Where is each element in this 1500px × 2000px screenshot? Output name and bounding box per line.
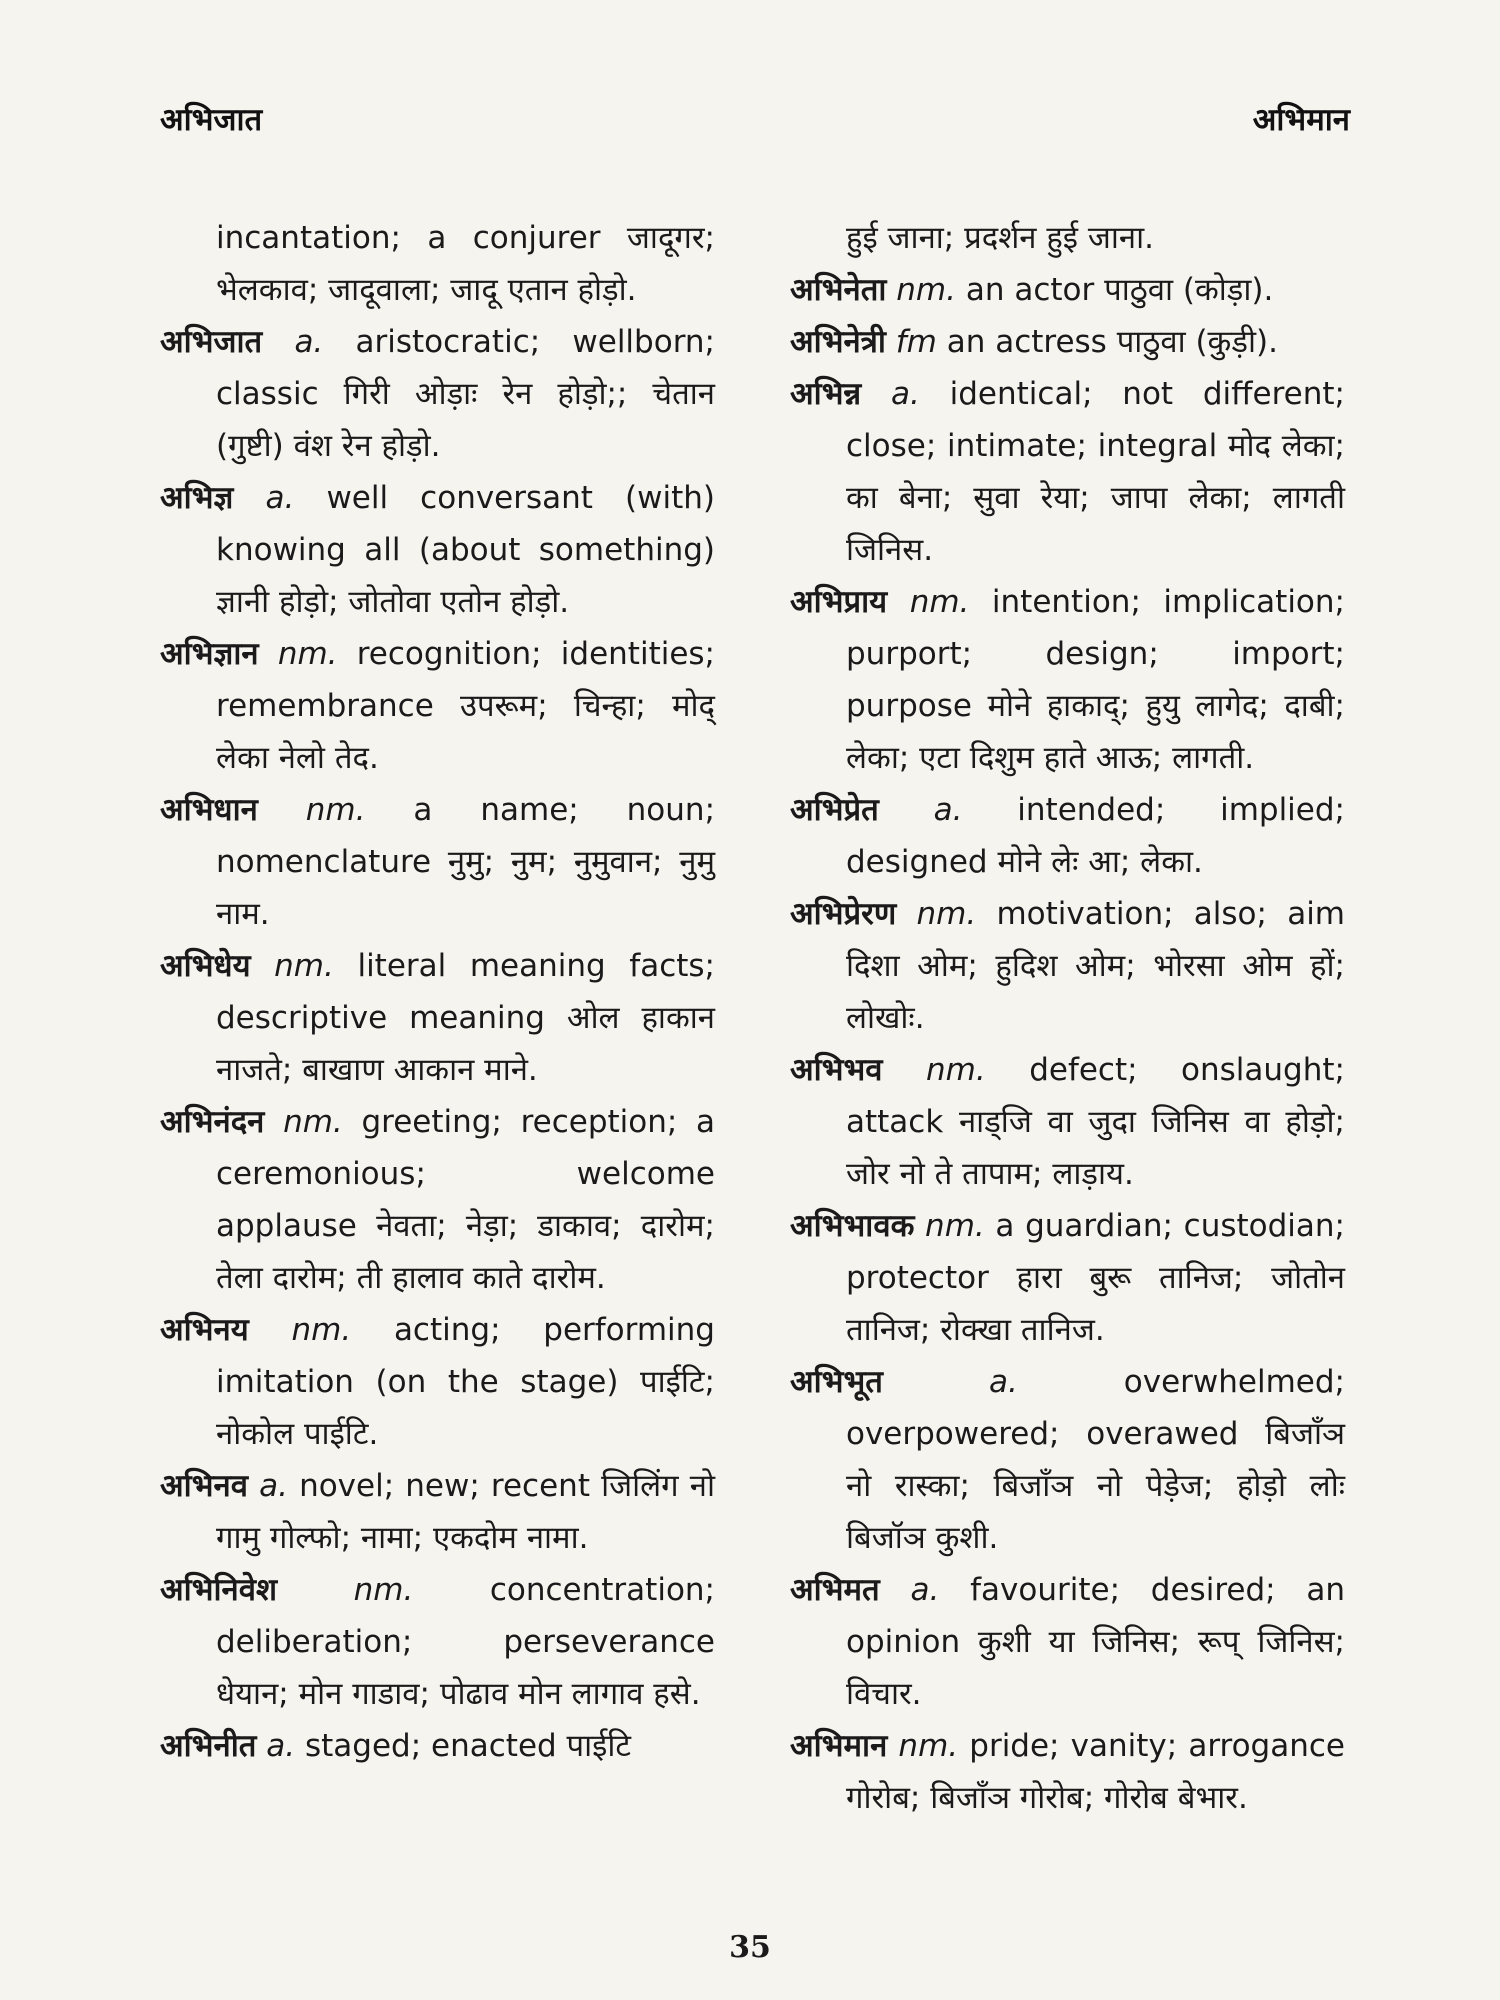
entry-headword: अभिनंदन [160, 1104, 265, 1140]
entry-part-of-speech: a. [266, 1728, 296, 1764]
dictionary-entry [790, 888, 1345, 1044]
entry-headword: अभिनय [160, 1312, 249, 1348]
entry-part-of-speech: a. [294, 324, 324, 360]
entry-definition: concentration; deliberation; perseverance धेयान; मोन गाडाव; पोढाव मोन लागाव हसे. [216, 1572, 716, 1712]
entry-part-of-speech: nm. [925, 1208, 985, 1244]
entry-part-of-speech: nm. [909, 584, 970, 620]
entry-part-of-speech: a. [933, 792, 963, 828]
dictionary-entry [790, 1044, 1345, 1200]
dictionary-entry [160, 1096, 715, 1304]
entry-definition: overwhelmed; overpowered; overawed बिजाँञ नो रास्का; बिजाँञ नो पेड़ेज; होड़ो लोः बिजॉञ कुशी. [846, 1364, 1346, 1556]
running-head-right: अभिमान [1252, 102, 1350, 138]
entry-headword: अभिज्ञान [160, 636, 259, 672]
dictionary-entry [160, 628, 715, 784]
entry-headword: अभिभावक [790, 1208, 915, 1244]
entry-headword: अभिनेत्री [790, 324, 886, 360]
dictionary-entry [790, 784, 1345, 888]
entry-part-of-speech: a. [910, 1572, 940, 1608]
entry-part-of-speech: nm. [916, 896, 977, 932]
entry-headword: अभिप्रेत [790, 792, 879, 828]
entry-definition: intention; implication; purport; design; import; purpose मोने हाकाद्; हुयु लागेद; दाबी; लेका; एटा दिशुम हाते आऊ; लागती. [846, 584, 1345, 776]
entry-headword: अभिनिवेश [160, 1572, 278, 1608]
entry-definition: a guardian; custodian; protector हारा बुरू तानिज; जोतोन तानिज; रोक्खा तानिज. [846, 1208, 1345, 1348]
entry-definition: defect; onslaught; attack नाड्जि वा जुदा जिनिस वा होड़ो; जोर नो ते तापाम; लाड़ाय. [846, 1052, 1345, 1192]
entry-definition: an actress पाठुवा (कुड़ी). [946, 324, 1278, 360]
dictionary-entry [790, 1356, 1345, 1564]
entry-definition: a name; noun; nomenclature नुमु; नुम; नुमुवान; नुमु नाम. [216, 792, 716, 932]
page-number: 35 [729, 1930, 771, 1965]
dictionary-entry [160, 472, 715, 628]
entry-definition: aristocratic; wellborn; classic गिरी ओड़ाः रेन होड़ो;; चेतान (गुष्टी) वंश रेन होड़ो. [216, 324, 715, 464]
dictionary-entry [160, 316, 715, 472]
dictionary-entry [160, 1460, 715, 1564]
entry-list [160, 316, 715, 1772]
entry-headword: अभिज्ञ [160, 480, 234, 516]
entry-definition: acting; performing imitation (on the stage) पाईटि; नोकोल पाईटि. [216, 1312, 715, 1452]
entry-part-of-speech: nm. [305, 792, 366, 828]
dictionary-entry [160, 940, 715, 1096]
entry-part-of-speech: nm. [898, 1728, 959, 1764]
entry-part-of-speech: nm. [277, 636, 338, 672]
dictionary-entry [160, 1304, 715, 1460]
entry-headword: अभिप्राय [790, 584, 888, 620]
entry-part-of-speech: a. [890, 376, 920, 412]
entry-headword: अभिनीत [160, 1728, 257, 1764]
entry-headword: अभिन्न [790, 376, 862, 412]
entry-part-of-speech: fm [895, 324, 937, 360]
entry-definition: recognition; identities; remembrance उपरूम; चिन्हा; मोद् लेका नेलो तेद. [216, 636, 716, 776]
dictionary-entry [790, 576, 1345, 784]
entry-definition: well conversant (with) knowing all (about something) ज्ञानी होड़ो; जोतोवा एतोन होड़ो. [216, 480, 715, 620]
entry-definition: motivation; also; aim दिशा ओम; हुदिश ओम; भोरसा ओम हों; लोखोः. [846, 896, 1346, 1036]
dictionary-entry [790, 1720, 1345, 1824]
dictionary-entry [790, 1564, 1345, 1720]
dictionary-entry [790, 1200, 1345, 1356]
entry-part-of-speech: nm. [896, 272, 956, 308]
entry-definition: favourite; desired; an opinion कुशी या जिनिस; रूप् जिनिस; विचार. [846, 1572, 1345, 1712]
left-column [160, 212, 715, 1772]
entry-part-of-speech: nm. [274, 948, 334, 984]
dictionary-entry [160, 1720, 715, 1772]
entry-headword: अभिधान [160, 792, 258, 828]
dictionary-entry [790, 316, 1345, 368]
entry-headword: अभिभूत [790, 1364, 883, 1400]
entry-headword: अभिजात [160, 324, 263, 360]
entry-part-of-speech: a. [265, 480, 295, 516]
entry-definition: intended; implied; designed मोने लेः आ; लेका. [846, 792, 1345, 880]
dictionary-entry [790, 368, 1345, 576]
continuation-text: हुई जाना; प्रदर्शन हुई जाना. [846, 220, 1154, 256]
entry-headword: अभिभव [790, 1052, 883, 1088]
dictionary-entry [790, 264, 1345, 316]
entry-definition: staged; enacted पाईटि [305, 1728, 632, 1764]
dictionary-entry [160, 1564, 715, 1720]
entry-definition: pride; vanity; arrogance गोरोब; बिजाँञ गोरोब; गोरोब बेभार. [846, 1728, 1345, 1816]
entry-headword: अभिनव [160, 1468, 248, 1504]
entry-part-of-speech: a. [988, 1364, 1018, 1400]
entry-headword: अभिधेय [160, 948, 251, 984]
right-column [790, 212, 1345, 1824]
entry-definition: an actor पाठुवा (कोड़ा). [965, 272, 1274, 308]
entry-part-of-speech: nm. [283, 1104, 343, 1140]
dictionary-entry [160, 784, 715, 940]
entry-part-of-speech: nm. [353, 1572, 414, 1608]
entry-definition: novel; new; recent जिलिंग नो गामु गोल्फो; नामा; एकदोम नामा. [216, 1468, 715, 1556]
entry-headword: अभिमान [790, 1728, 888, 1764]
entry-headword: अभिप्रेरण [790, 896, 897, 932]
entry-definition: literal meaning facts; descriptive meaning ओल हाकान नाजते; बाखाण आकान माने. [216, 948, 715, 1088]
running-head-left: अभिजात [160, 102, 263, 138]
entry-part-of-speech: a. [259, 1468, 288, 1504]
entry-definition: greeting; reception; a ceremonious; welcome applause नेवता; नेड़ा; डाकाव; दारोम; तेला दारोम; ती हालाव काते दारोम. [216, 1104, 716, 1296]
entry-list [790, 264, 1345, 1824]
entry-headword: अभिनेता [790, 272, 887, 308]
entry-part-of-speech: nm. [926, 1052, 986, 1088]
entry-definition: identical; not different; close; intimate; integral मोद लेका; का बेना; सुवा रेया; जापा लेका; लागती जिनिस. [846, 376, 1345, 568]
entry-part-of-speech: nm. [291, 1312, 352, 1348]
continuation-text: incantation; a conjurer जादूगर; भेलकाव; जादूवाला; जादू एतान होड़ो. [216, 220, 715, 308]
entry-headword: अभिमत [790, 1572, 880, 1608]
